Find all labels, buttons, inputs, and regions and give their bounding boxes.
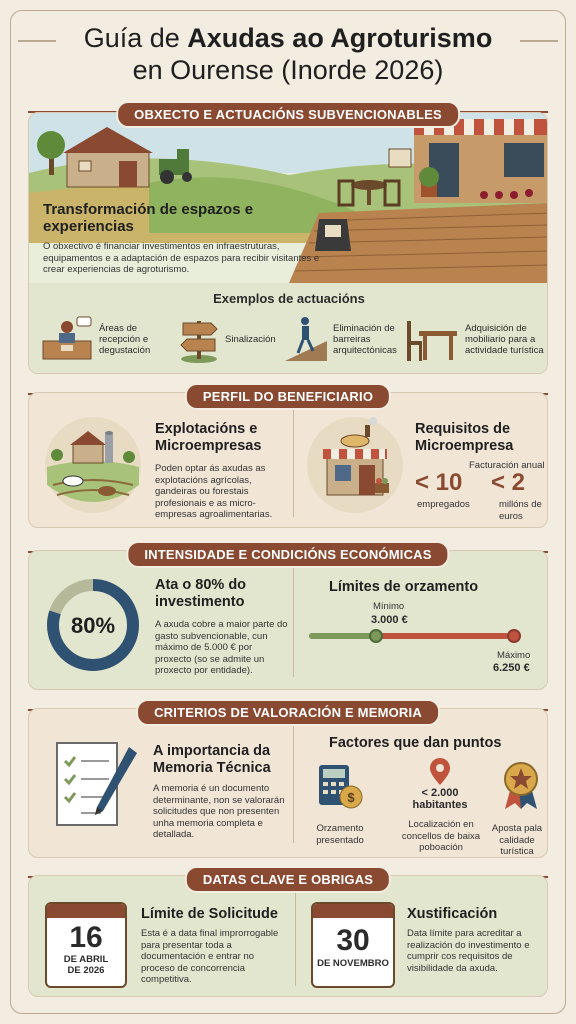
memoria-text: A memoria é un documento determinante, non se valorarán solicitudes que non presenten unha memoria completa e detallada. — [153, 783, 285, 840]
section1-card — [28, 112, 548, 374]
budget-max-marker — [507, 629, 521, 643]
title-bold: Axudas ao Agroturismo — [187, 23, 493, 53]
factor-label-location: Localización en concellos de baixa poboación — [401, 819, 481, 853]
date1-heading: Límite de Solicitude — [141, 906, 278, 922]
example-label-signage: Sinalización — [225, 333, 276, 345]
example-item-accessibility — [283, 315, 403, 363]
revenue-value: < 2 — [491, 469, 526, 496]
beneficiary-text: Poden optar ás axudas as explotacións agrícolas, gandeiras ou forestais profesionais e as micro-empresas agroalimentarias. — [155, 463, 273, 520]
example-label-accessibility: Eliminación de barreiras arquitectónicas — [333, 322, 397, 356]
employees-label: empregados — [417, 499, 470, 510]
examples-title: Exemplos de actuacións — [213, 291, 365, 306]
budget-max-label: Máximo — [497, 650, 531, 661]
section1-heading: Transformación de espazos e experiencias — [43, 201, 254, 235]
calendar-header — [313, 904, 393, 918]
title-rule-left — [18, 40, 56, 42]
page-title — [0, 22, 576, 86]
signpost-icon — [177, 315, 221, 363]
budget-max-value: 6.250 € — [493, 662, 530, 674]
section4-card — [28, 708, 548, 858]
section3-banner: INTENSIDADE E CONDICIÓNS ECONÓMICAS — [126, 541, 449, 568]
document-checklist-icon — [51, 737, 141, 833]
budget-min-label: Mínimo — [373, 601, 405, 612]
section2-divider — [293, 409, 294, 517]
section3-card — [28, 550, 548, 690]
section5-banner: DATAS CLAVE E OBRIGAS — [185, 866, 391, 893]
svg-text:$: $ — [347, 790, 355, 805]
accessibility-icon — [283, 315, 329, 363]
revenue-unit: millóns de euros — [499, 499, 542, 522]
title-line2: en Ourense (Inorde 2026) — [132, 55, 444, 85]
furniture-icon — [405, 315, 461, 363]
example-item-reception — [39, 315, 173, 363]
farm-icon — [43, 415, 143, 515]
factor-population-value: < 2.000 habitantes — [412, 787, 468, 811]
quality-medal-icon — [499, 759, 543, 811]
donut-label: 80% — [70, 613, 116, 638]
date2-heading: Xustificación — [407, 906, 498, 922]
budget-min-value: 3.000 € — [371, 614, 408, 626]
revenue-caption: Facturación anual — [469, 460, 545, 471]
percentage-donut — [43, 575, 143, 675]
example-label-furniture: Adquisición de mobiliario para a actividade turística — [465, 322, 544, 356]
date1-month: DE ABRIL DE 2026 — [63, 954, 109, 976]
date1-day: 16 — [69, 921, 103, 954]
title-rule-right — [520, 40, 558, 42]
title-prefix: Guía de — [83, 23, 188, 53]
factor-label-budget: Orzamento presentado — [316, 823, 364, 846]
section5-divider — [295, 892, 296, 986]
section1-text — [43, 201, 333, 276]
examples-panel — [29, 283, 548, 374]
calendar-header — [47, 904, 125, 918]
section1-banner: OBXECTO E ACTUACIÓNS SUBVENCIONABLES — [116, 101, 460, 128]
microenterprise-heading: Requisitos de Microempresa — [415, 421, 514, 454]
beneficiary-heading: Explotacións e Microempresas — [155, 421, 262, 454]
location-pin-icon — [425, 757, 455, 787]
budget-heading: Límites de orzamento — [329, 579, 479, 595]
intensity-heading: Ata o 80% do investimento — [155, 577, 247, 610]
budget-min-marker — [369, 629, 383, 643]
example-label-reception: Áreas de recepción e degustación — [99, 322, 151, 356]
example-item-signage — [177, 315, 276, 363]
budget-range-bar — [309, 633, 509, 639]
date2-text: Data límite para acreditar a realización do investimento e cumprir cos requisitos de visibilidade da axuda. — [407, 928, 530, 974]
shop-icon — [305, 415, 405, 515]
factor-label-quality: Aposta pala calidade turística — [491, 823, 543, 857]
employees-value: < 10 — [415, 469, 463, 496]
budget-range-min-segment — [309, 633, 375, 639]
section2-banner: PERFIL DO BENEFICIARIO — [185, 383, 391, 410]
intensity-text: A axuda cobre a maior parte do gasto subvencionable, cun máximo de 5.000 € por proxecto (so se admite un proxecto por entidade). — [155, 619, 288, 676]
date2-month: DE NOVEMBRO — [317, 958, 389, 969]
section2-card — [28, 392, 548, 528]
memoria-heading: A importancia da Memoria Técnica — [153, 743, 271, 776]
date2-day: 30 — [336, 924, 370, 957]
example-item-furniture — [405, 315, 548, 363]
date1-text: Esta é a data final improrrogable para presentar toda a documentación e entrar no proceso de concorrencia competitiva. — [141, 928, 279, 985]
calendar-icon-application — [45, 902, 127, 988]
calculator-icon — [315, 761, 365, 811]
section4-banner: CRITERIOS DE VALORACIÓN E MEMORIA — [136, 699, 440, 726]
section1-description: O obxectivo é financiar investimentos en infraestruturas, equipamentos e a adaptación de espazos para recibir visitantes e crear experiencias de agroturismo. — [43, 241, 320, 275]
section4-divider — [293, 725, 294, 843]
section5-card — [28, 875, 548, 997]
factors-heading: Factores que dan puntos — [329, 735, 502, 751]
section3-divider — [293, 567, 294, 677]
calendar-icon-justification — [311, 902, 395, 988]
reception-icon — [39, 315, 95, 363]
